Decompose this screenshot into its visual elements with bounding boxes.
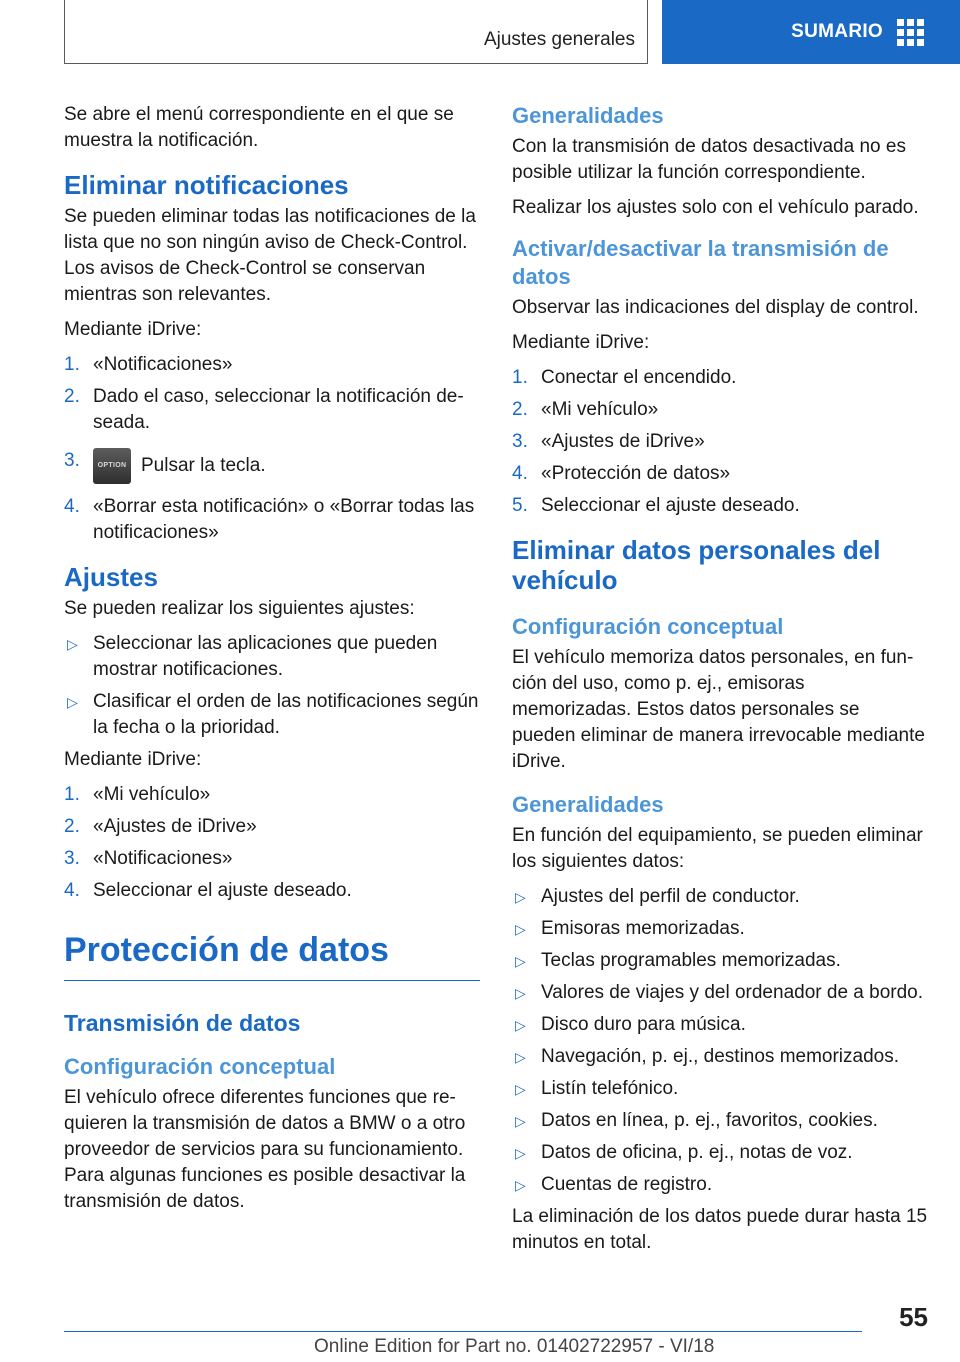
- list-item: 2. «Ajustes de iDrive»: [64, 816, 257, 837]
- list-item: ▷ Ajustes del perfil de conductor.: [512, 884, 928, 910]
- heading-generalidades-2: Generalidades: [512, 792, 664, 817]
- intro-paragraph: Se abre el menú correspondiente en el que se muestra la notificación.: [64, 104, 454, 151]
- generalidades-paragraph-2: Realizar los ajustes solo con el vehículo parado.: [512, 197, 919, 218]
- closing-paragraph: La eliminación de los datos puede durar hasta 15 minutos en total.: [512, 1206, 928, 1253]
- list-item: ▷ Cuentas de registro.: [512, 1172, 928, 1198]
- list-item: ▷ Clasificar el orden de las notificaciones según la fecha o la prioridad.: [67, 691, 479, 738]
- sumario-label: SUMARIO: [791, 21, 883, 42]
- footer-divider: [64, 1331, 862, 1332]
- section-title: Ajustes generales: [483, 29, 635, 50]
- list-item: 4. «Protección de datos»: [512, 463, 731, 484]
- list-item: 2. «Mi vehículo»: [512, 399, 659, 420]
- page-number: 55: [899, 1302, 928, 1332]
- ajustes-via: Mediante iDrive:: [64, 749, 202, 770]
- config-right-paragraph: El vehículo memoriza datos personales, en función del uso, como p. ej., emisoras memorizadas. Estos datos personales se pueden eliminar de manera irrevocable mediante iDrive.: [512, 647, 925, 772]
- sumario-button[interactable]: [662, 0, 960, 64]
- list-item: ▷ Disco duro para música.: [512, 1012, 928, 1038]
- generalidades-paragraph-1: Con la transmisión de datos desactivada no es posible utilizar la función correspondiente.: [512, 136, 906, 183]
- gen2-paragraph: En función del equipamiento, se pueden eliminar los siguientes datos:: [512, 825, 923, 872]
- activar-paragraph: Observar las indicaciones del display de control.: [512, 297, 919, 318]
- triangle-bullet-icon: ▷: [515, 1145, 526, 1161]
- ajustes-bullets: [64, 631, 480, 741]
- triangle-bullet-icon: ▷: [515, 1081, 526, 1097]
- ajustes-paragraph: Se pueden realizar los siguientes ajustes:: [64, 598, 415, 619]
- grid-menu-icon: [897, 19, 924, 46]
- list-item: ▷ Emisoras memorizadas.: [512, 916, 928, 942]
- eliminar-paragraph: Se pueden eliminar todas las notificaciones de la lista que no son ningún aviso de Check-Control. Los avisos de Check-Control se conservan mientras son relevantes.: [64, 206, 476, 305]
- triangle-bullet-icon: ▷: [515, 1177, 526, 1193]
- option-key-icon: OPTION: [93, 448, 131, 484]
- eliminar-via: Mediante iDrive:: [64, 319, 202, 340]
- triangle-bullet-icon: ▷: [515, 953, 526, 969]
- triangle-bullet-icon: ▷: [515, 985, 526, 1001]
- list-item: 4. «Borrar esta notificación» o «Borrar todas las notificaciones»: [64, 496, 475, 543]
- list-item: ▷ Datos en línea, p. ej., favoritos, cookies.: [512, 1108, 928, 1134]
- config-paragraph: El vehículo ofrece diferentes funciones que requieren la transmisión de datos a BMW o a otro proveedor de servicios para su funcionamiento. Para algunas funciones es posible desactivar la transmisión de datos.: [64, 1087, 466, 1212]
- right-column: [512, 102, 928, 1265]
- list-item: 1. Conectar el encendido.: [512, 367, 737, 388]
- left-column: [64, 102, 480, 1224]
- list-item: ▷ Valores de viajes y del ordenador de a bordo.: [512, 980, 928, 1006]
- heading-proteccion-de-datos: Protección de datos: [64, 930, 480, 981]
- heading-activar-desactivar: Activar/desactivar la transmisión de datos: [512, 236, 889, 289]
- triangle-bullet-icon: ▷: [515, 1049, 526, 1065]
- list-item: ▷ Navegación, p. ej., destinos memorizados.: [512, 1044, 928, 1070]
- list-item: ▷ Datos de oficina, p. ej., notas de voz.: [512, 1140, 928, 1166]
- eliminar-steps: [64, 352, 480, 546]
- list-item: 1. «Notificaciones»: [64, 354, 233, 375]
- datos-bullets: [512, 884, 928, 1198]
- activar-via: Mediante iDrive:: [512, 332, 650, 353]
- heading-eliminar-notificaciones: Eliminar notificaciones: [64, 170, 349, 200]
- triangle-bullet-icon: ▷: [67, 694, 78, 710]
- heading-generalidades: Generalidades: [512, 103, 664, 128]
- list-item: ▷ Listín telefónico.: [512, 1076, 928, 1102]
- heading-ajustes: Ajustes: [64, 562, 158, 592]
- list-item: ▷ Teclas programables memorizadas.: [512, 948, 928, 974]
- triangle-bullet-icon: ▷: [67, 636, 78, 652]
- heading-configuracion-conceptual: Configuración conceptual: [64, 1054, 336, 1079]
- triangle-bullet-icon: ▷: [515, 921, 526, 937]
- list-item: 2. Dado el caso, seleccionar la notificación deseada.: [64, 386, 464, 433]
- list-item: 3. «Notificaciones»: [64, 848, 233, 869]
- list-item: 4. Seleccionar el ajuste deseado.: [64, 880, 352, 901]
- footer-edition: Online Edition for Part no. 01402722957 - VI/18: [314, 1336, 715, 1357]
- triangle-bullet-icon: ▷: [515, 1113, 526, 1129]
- list-item: 5. Seleccionar el ajuste deseado.: [512, 495, 800, 516]
- triangle-bullet-icon: ▷: [515, 1017, 526, 1033]
- heading-eliminar-datos-personales: Eliminar datos personales del vehículo: [512, 535, 881, 595]
- list-item: ▷ Seleccionar las aplicaciones que pueden mostrar notificaciones.: [67, 633, 438, 680]
- header-section-box: [64, 0, 648, 64]
- ajustes-steps: [64, 782, 480, 904]
- list-item: 3. «Ajustes de iDrive»: [512, 431, 705, 452]
- triangle-bullet-icon: ▷: [515, 889, 526, 905]
- list-item: 3. OPTION Pulsar la tecla.: [64, 448, 480, 484]
- heading-transmision-de-datos: Transmisión de datos: [64, 1010, 301, 1036]
- list-item: 1. «Mi vehículo»: [64, 784, 211, 805]
- activar-steps: [512, 365, 928, 519]
- heading-configuracion-conceptual-right: Configuración conceptual: [512, 614, 784, 639]
